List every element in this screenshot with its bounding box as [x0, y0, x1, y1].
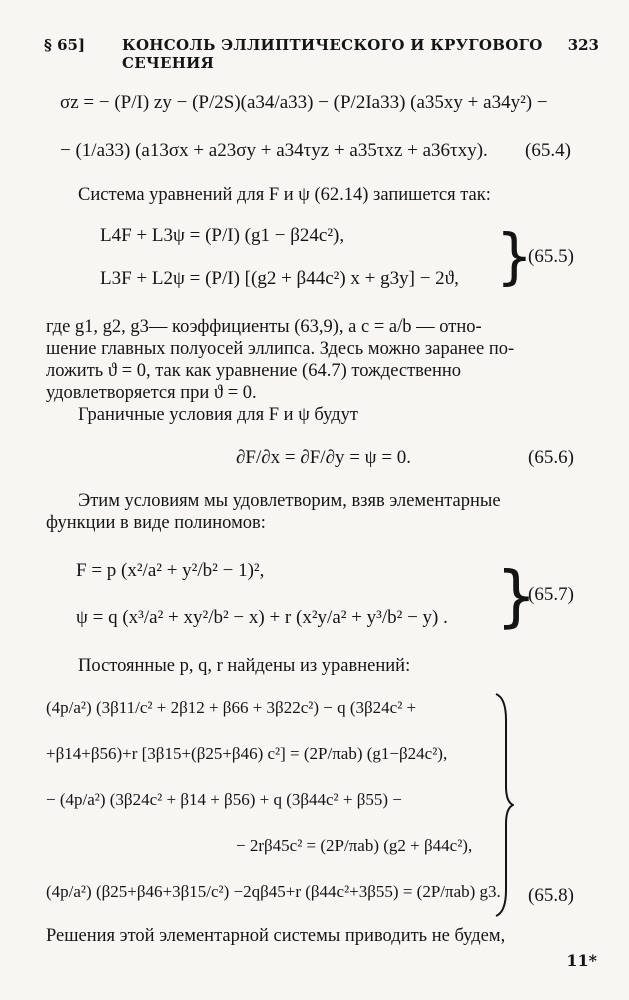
right-brace-65-7: } [496, 558, 537, 636]
eq-65-8-line4: − 2rβ45c² = (2P/πab) (g2 + β44c²), [236, 836, 473, 855]
eq-65-6: ∂F/∂x = ∂F/∂y = ψ = 0. [236, 447, 412, 468]
paragraph-where-line4: удовлетворяется при ϑ = 0. [46, 383, 257, 403]
signature-mark: 11* [566, 951, 597, 970]
eq-65-7-line1: F = p (x²/a² + y²/b² − 1)², [76, 560, 265, 581]
eq-65-4-number: (65.4) [525, 140, 571, 161]
eq-65-6-number: (65.6) [528, 447, 574, 468]
eq-65-4-line1: σz = − (P/I) zy − (P/2S)(a34/a33) − (P/2Ia33) (a35xy + a34y²) − [60, 92, 548, 113]
right-brace-65-5: } [496, 220, 533, 292]
paragraph-where-line3: ложить ϑ = 0, так как уравнение (64.7) тождественно [46, 361, 462, 381]
eq-65-4-line2: − (1/a33) (a13σx + a23σy + a34τyz + a35τxz + a36τxy). [60, 140, 488, 161]
eq-65-5-line2: L3F + L2ψ = (P/I) [(g2 + β44c²) x + g3y] − 2ϑ, [100, 268, 459, 289]
paragraph-boundary: Граничные условия для F и ψ будут [78, 405, 358, 425]
eq-65-7-number: (65.7) [528, 584, 574, 605]
paragraph-where-line1: где g1, g2, g3— коэффициенты (63,9), а c = a/b — отно- [46, 317, 482, 337]
eq-65-8-line1: (4p/a²) (3β11/c² + 2β12 + β66 + 3β22c²) − q (3β24c² + [46, 698, 417, 717]
eq-65-8-line5: (4p/a²) (β25+β46+3β15/c²) −2qβ45+r (β44c²+3β55) = (2P/πab) g3. [46, 882, 501, 901]
right-brace-65-8 [492, 690, 514, 920]
paragraph-where-line2: шение главных полуосей эллипса. Здесь можно заранее по- [46, 339, 515, 359]
eq-65-8-line2: +β14+β56)+r [3β15+(β25+β46) c²] = (2P/πab) (g1−β24c²), [46, 744, 448, 763]
eq-65-5-number: (65.5) [528, 246, 574, 267]
header-title: КОНСОЛЬ ЭЛЛИПТИЧЕСКОГО И КРУГОВОГО СЕЧЕНИЯ [122, 36, 543, 72]
paragraph-conditions-line2: функции в виде полиномов: [46, 513, 266, 533]
running-header [44, 36, 599, 72]
eq-65-8-number: (65.8) [528, 885, 574, 906]
header-section: § 65] [44, 36, 86, 54]
header-page-number: 323 [567, 36, 599, 54]
eq-65-8-line3: − (4p/a²) (3β24c² + β14 + β56) + q (3β44c² + β55) − [46, 790, 402, 809]
eq-65-7-line2: ψ = q (x³/a² + xy²/b² − x) + r (x²y/a² + y³/b² − y) . [76, 607, 448, 628]
eq-65-5-line1: L4F + L3ψ = (P/I) (g1 − β24c²), [100, 225, 345, 246]
paragraph-solutions: Решения этой элементарной системы приводить не будем, [46, 926, 506, 946]
paragraph-conditions-line1: Этим условиям мы удовлетворим, взяв элементарные [78, 491, 501, 511]
paragraph-system: Система уравнений для F и ψ (62.14) запишется так: [78, 185, 491, 205]
paragraph-constants: Постоянные p, q, r найдены из уравнений: [78, 656, 411, 676]
